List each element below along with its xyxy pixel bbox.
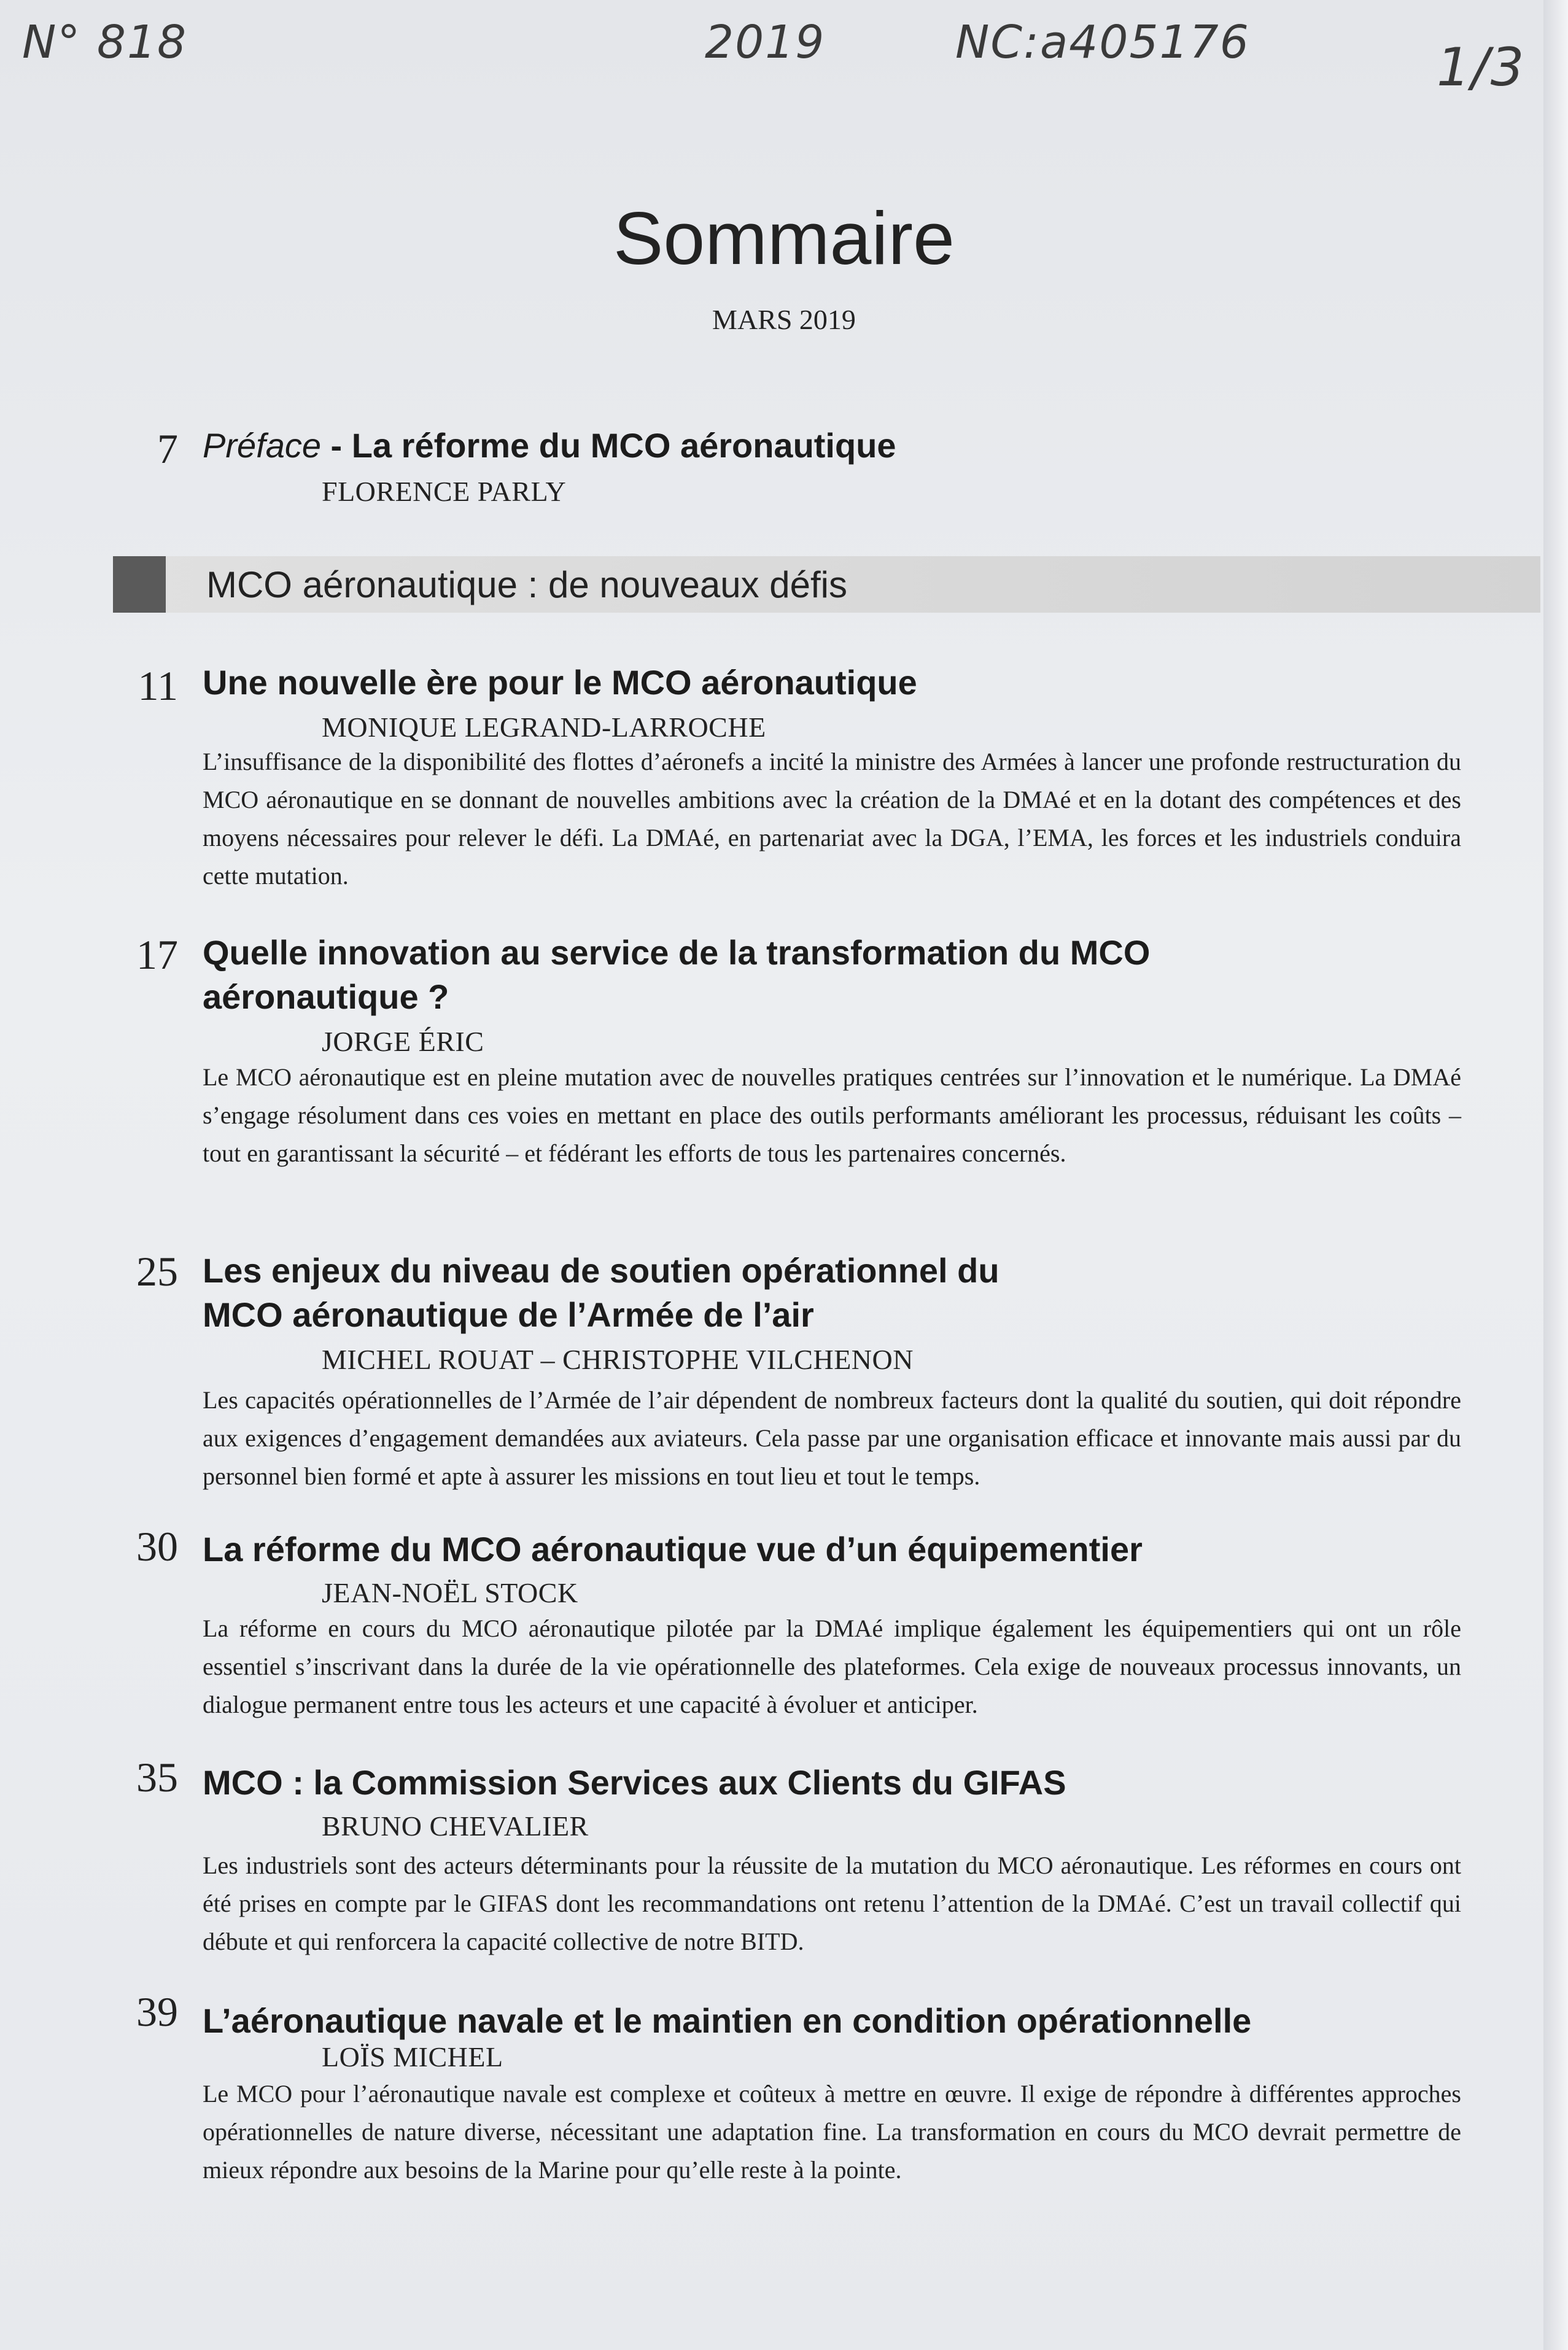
handwritten-nc-code: NC:a405176 xyxy=(955,16,1250,69)
entry-author: LOÏS MICHEL xyxy=(322,2041,503,2073)
entry-page-number: 25 xyxy=(136,1248,178,1295)
entry-heading: Une nouvelle ère pour le MCO aéronautique xyxy=(203,663,917,702)
entry-abstract: Les capacités opérationnelles de l’Armée de l’air dépendent de nombreux facteurs dont la qualité du soutien, qui doit répondre aux exigences d’engagement demandées aux aviateurs. Cela passe par une organisation efficace et innovante mais aussi par du personnel bien formé et apte à assurer les missions en tout lieu et tout le temps. xyxy=(203,1386,1461,1490)
page-edge-shadow xyxy=(1543,0,1568,2350)
entry-page-number: 30 xyxy=(136,1523,178,1570)
entry-abstract: Le MCO aéronautique est en pleine mutation avec de nouvelles pratiques centrées sur l’innovation et le numérique. La DMAé s’engage résolument dans ces voies en mettant en place des outils performants améliorant les processus, réduisant les coûts – tout en garantissant la sécurité – et fédérant les efforts de tous les partenaires concernés. xyxy=(203,1063,1461,1167)
section-marker xyxy=(113,556,166,613)
entry-author: MICHEL ROUAT – CHRISTOPHE VILCHENON xyxy=(322,1344,914,1375)
entry-heading: L’aéronautique navale et le maintien en condition opérationnelle xyxy=(203,2001,1252,2040)
entry-abstract: Les industriels sont des acteurs déterminants pour la réussite de la mutation du MCO aéronautique. Les réformes en cours ont été prises en compte par le GIFAS dont les recommandations ont retenu l’attention de la DMAé. C’est un travail collectif qui débute et qui renforcera la capacité collective de notre BITD. xyxy=(203,1852,1461,1955)
entry-author: JORGE ÉRIC xyxy=(322,1026,484,1057)
handwritten-ref-number: N° 818 xyxy=(22,16,188,69)
entry-author: JEAN-NOËL STOCK xyxy=(322,1577,578,1608)
entry-abstract: L’insuffisance de la disponibilité des flottes d’aéronefs a incité la ministre des Armées à lancer une profonde restructuration du MCO aéronautique en se donnant de nouvelles ambitions avec la création de la DMAé et en la dotant des compétences et des moyens nécessaires pour relever le défi. La DMAé, en partenariat avec la DGA, l’EMA, les forces et les industriels conduira cette mutation. xyxy=(203,748,1461,890)
preface-page-number: 7 xyxy=(157,425,178,472)
preface-author: FLORENCE PARLY xyxy=(322,476,567,507)
entry-page-number: 11 xyxy=(138,662,178,709)
entry-page-number: 17 xyxy=(136,931,178,978)
preface-heading: La réforme du MCO aéronautique xyxy=(351,426,896,465)
entry-author: MONIQUE LEGRAND-LARROCHE xyxy=(322,712,766,743)
entry-heading: La réforme du MCO aéronautique vue d’un équipementier xyxy=(203,1530,1143,1569)
entry-page-number: 39 xyxy=(136,1988,178,2035)
entry-heading: Les enjeux du niveau de soutien opérationnel du MCO aéronautique de l’Armée de l’air xyxy=(203,1251,999,1334)
preface-heading-line xyxy=(203,424,1498,468)
entry-heading: MCO : la Commission Services aux Clients du GIFAS xyxy=(203,1763,1066,1802)
page-title: Sommaire xyxy=(613,196,955,280)
entry-abstract: La réforme en cours du MCO aéronautique pilotée par la DMAé implique également les équipementiers qui ont un rôle essentiel s’inscrivant dans la durée de la vie opérationnelle des plateformes. Cela exige de nouveaux processus innovants, un dialogue permanent entre tous les acteurs et une capacité à évoluer et anticiper. xyxy=(203,1615,1461,1718)
handwritten-sheet: 1/3 xyxy=(1437,37,1526,98)
preface-separator: - xyxy=(321,426,352,465)
entry-page-number: 35 xyxy=(136,1754,178,1801)
entry-abstract: Le MCO pour l’aéronautique navale est complexe et coûteux à mettre en œuvre. Il exige de répondre à différentes approches opérationnelles de nature diverse, nécessitant une adaptation fine. La transformation en cours du MCO devrait permettre de mieux répondre aux besoins de la Marine pour qu’elle reste à la pointe. xyxy=(203,2080,1461,2184)
section-title: MCO aéronautique : de nouveaux défis xyxy=(206,564,847,605)
issue-date: MARS 2019 xyxy=(712,304,856,335)
entry-author: BRUNO CHEVALIER xyxy=(322,1810,589,1842)
preface-prefix: Préface xyxy=(203,426,321,465)
handwritten-year: 2019 xyxy=(705,16,826,69)
entry-heading: Quelle innovation au service de la transformation du MCO aéronautique ? xyxy=(203,933,1151,1016)
